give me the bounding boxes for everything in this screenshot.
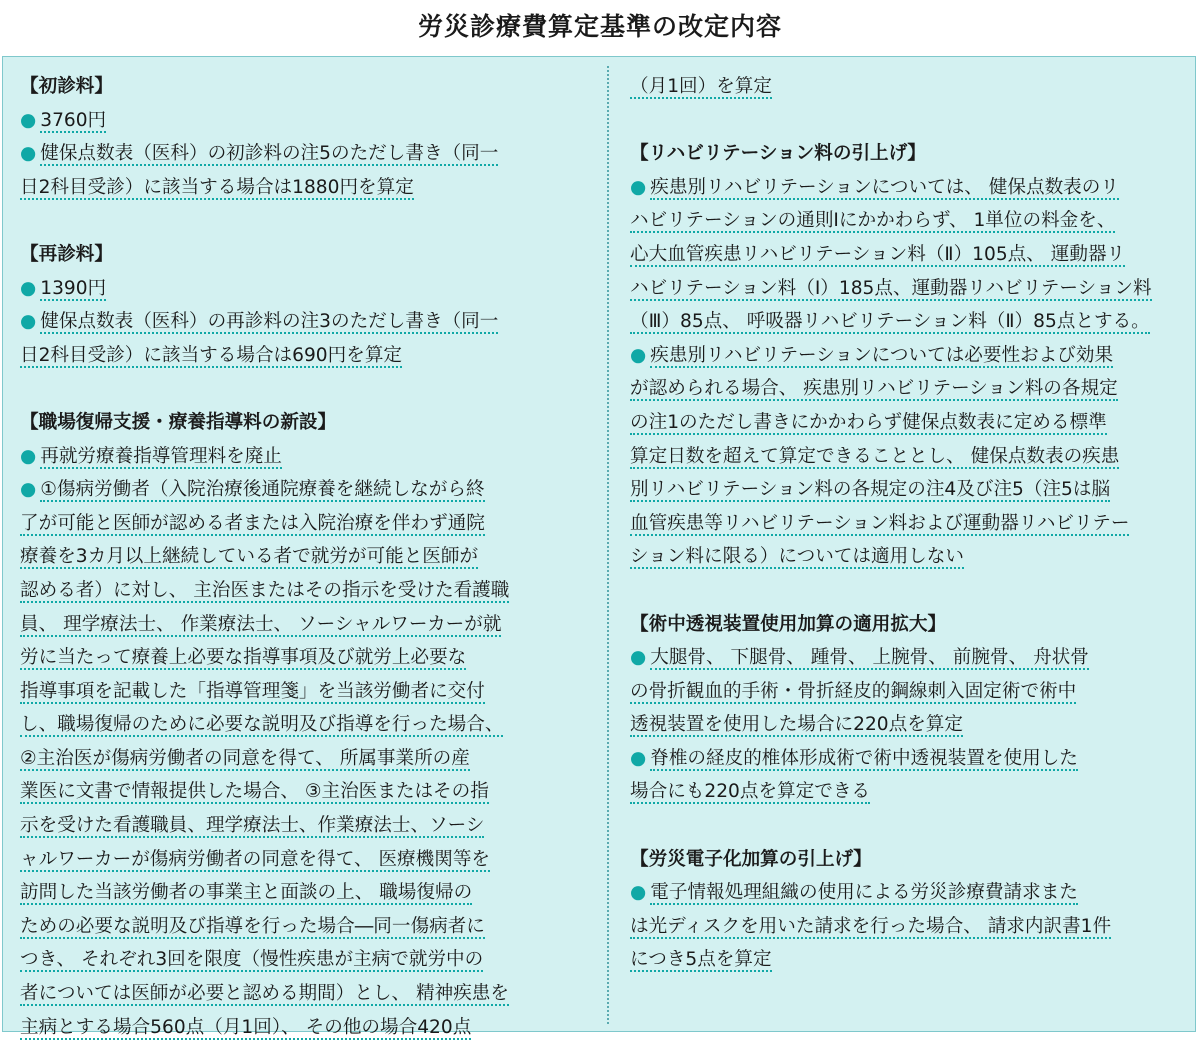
text-line — [20, 272, 588, 306]
text-line — [20, 104, 588, 138]
text-segment: 訪問した当該労働者の事業主と面談の上、 職場復帰の — [20, 882, 473, 904]
section-heading: 【リハビリテーション料の引上げ】 — [630, 143, 926, 165]
text-segment: 員、 理学療法士、 作業療法士、 ソーシャルワーカーが就 — [20, 613, 502, 635]
column-divider — [607, 66, 609, 1024]
text-line — [20, 910, 588, 944]
text-segment: 健保点数表（医科）の初診料の注5のただし書き（同一 — [40, 143, 499, 165]
text-line — [630, 305, 1186, 339]
text-segment: の骨折観血的手術・骨折経皮的鋼線刺入固定術で術中 — [630, 680, 1077, 702]
text-line — [20, 641, 588, 675]
text-line — [20, 876, 588, 910]
text-line — [630, 675, 1186, 709]
section-gap — [630, 104, 1186, 138]
text-line — [630, 540, 1186, 574]
text-line — [20, 171, 588, 205]
text-segment: 疾患別リハビリテーションについては必要性および効果 — [650, 344, 1114, 366]
text-segment: が認められる場合、 疾患別リハビリテーション料の各規定 — [630, 378, 1118, 400]
text-segment: 者については医師が必要と認める期間）とし、 精神疾患を — [20, 983, 509, 1005]
text-segment: 主病とする場合560点（月1回）、 その他の場合420点 — [20, 1016, 472, 1038]
bullet-icon: ● — [630, 747, 647, 769]
text-segment: し、職場復帰のために必要な説明及び指導を行った場合、 — [20, 714, 504, 736]
text-segment: 健保点数表（医科）の再診料の注3のただし書き（同一 — [40, 311, 499, 333]
text-segment: 療養を3カ月以上継続している者で就労が可能と医師が — [20, 546, 479, 568]
text-line — [20, 675, 588, 709]
text-segment: は光ディスクを用いた請求を行った場合、 請求内訳書1件 — [630, 915, 1112, 937]
text-segment: 疾患別リハビリテーションについては、 健保点数表のリ — [650, 176, 1119, 198]
text-segment: 再就労療養指導管理料を廃止 — [40, 445, 282, 467]
text-segment: ②主治医が傷病労働者の同意を得て、 所属事業所の産 — [20, 747, 470, 769]
bullet-icon: ● — [20, 109, 37, 131]
section-heading: 【労災電子化加算の引上げ】 — [630, 848, 872, 870]
text-line — [20, 608, 588, 642]
section-heading: 【再診料】 — [20, 243, 113, 265]
text-segment: ャルワーカーが傷病労働者の同意を得て、 医療機関等を — [20, 848, 491, 870]
left-column — [20, 70, 588, 1044]
text-line — [630, 440, 1186, 474]
text-line — [20, 540, 588, 574]
text-segment: 業医に文書で情報提供した場合、 ③主治医またはその指 — [20, 781, 489, 803]
text-line — [20, 339, 588, 373]
section-gap — [20, 372, 588, 406]
section-gap — [630, 574, 1186, 608]
text-line — [630, 171, 1186, 205]
text-segment: ための必要な説明及び指導を行った場合―同一傷病者に — [20, 915, 485, 937]
bullet-icon: ● — [20, 445, 37, 467]
text-segment: 示を受けた看護職員、理学療法士、作業療法士、ソーシ — [20, 815, 485, 837]
text-line — [20, 137, 588, 171]
text-line — [630, 507, 1186, 541]
text-segment: 大腿骨、 下腿骨、 踵骨、 上腕骨、 前腕骨、 舟状骨 — [650, 647, 1089, 669]
text-segment: 脊椎の経皮的椎体形成術で術中透視装置を使用した — [650, 747, 1078, 769]
text-segment: ション料に限る）については適用しない — [630, 546, 964, 568]
text-segment: 指導事項を記載した「指導管理箋」を当該労働者に交付 — [20, 680, 485, 702]
text-segment: 労に当たって療養上必要な指導事項及び就労上必要な — [20, 647, 467, 669]
bullet-icon: ● — [630, 882, 647, 904]
text-segment: の注1のただし書きにかかわらず健保点数表に定める標準 — [630, 411, 1107, 433]
bullet-icon: ● — [20, 311, 37, 333]
text-segment: ハビリテーションの通則Iにかかわらず、 1単位の料金を、 — [630, 210, 1116, 232]
text-line — [630, 238, 1186, 272]
text-line — [20, 809, 588, 843]
text-segment: ①傷病労働者（入院治療後通院療養を継続しながら終 — [40, 479, 485, 501]
text-segment: 1390円 — [40, 277, 107, 299]
text-line — [20, 473, 588, 507]
text-line — [630, 406, 1186, 440]
text-line — [630, 372, 1186, 406]
text-line — [630, 204, 1186, 238]
text-line — [630, 742, 1186, 776]
text-line — [20, 305, 588, 339]
bullet-icon: ● — [20, 277, 37, 299]
text-segment: 日2科目受診）に該当する場合は1880円を算定 — [20, 176, 414, 198]
text-line — [20, 507, 588, 541]
text-segment: （Ⅲ）85点、 呼吸器リハビリテーション料（Ⅱ）85点とする。 — [630, 311, 1150, 333]
text-line — [630, 876, 1186, 910]
text-line — [20, 574, 588, 608]
text-segment: ハビリテーション料（Ⅰ）185点、運動器リハビリテーション料 — [630, 277, 1152, 299]
text-line — [20, 843, 588, 877]
text-line — [20, 977, 588, 1011]
text-line — [630, 943, 1186, 977]
text-segment: 血管疾患等リハビリテーション料および運動器リハビリテー — [630, 512, 1130, 534]
text-segment: につき5点を算定 — [630, 949, 772, 971]
bullet-icon: ● — [20, 479, 37, 501]
text-line — [630, 708, 1186, 742]
text-segment: 場合にも220点を算定できる — [630, 781, 871, 803]
text-line — [20, 1011, 588, 1044]
section-heading: 【職場復帰支援・療養指導料の新設】 — [20, 411, 337, 433]
text-segment: 認める者）に対し、 主治医またはその指示を受けた看護職 — [20, 579, 510, 601]
bullet-icon: ● — [630, 647, 647, 669]
section-heading: 【初診料】 — [20, 76, 113, 97]
text-segment: 透視装置を使用した場合に220点を算定 — [630, 714, 963, 736]
text-line — [630, 775, 1186, 809]
page-title: 労災診療費算定基準の改定内容 — [417, 12, 782, 41]
right-column — [630, 70, 1186, 977]
text-segment: 了が可能と医師が認める者または入院治療を伴わず通院 — [20, 512, 485, 534]
text-segment: 3760円 — [40, 109, 107, 131]
bullet-icon: ● — [20, 143, 37, 165]
section-heading: 【術中透視装置使用加算の適用拡大】 — [630, 613, 947, 635]
text-line — [630, 473, 1186, 507]
text-segment: 電子情報処理組織の使用による労災診療費請求また — [650, 882, 1078, 904]
text-line — [20, 708, 588, 742]
text-line — [20, 943, 588, 977]
text-segment: （月1回）を算定 — [630, 76, 772, 97]
text-line — [20, 775, 588, 809]
bullet-icon: ● — [630, 176, 647, 198]
text-line — [20, 440, 588, 474]
text-segment: 心大血管疾患リハビリテーション料（Ⅱ）105点、 運動器リ — [630, 243, 1126, 265]
section-gap — [630, 809, 1186, 843]
section-gap — [20, 204, 588, 238]
text-segment: つき、 それぞれ3回を限度（慢性疾患が主病で就労中の — [20, 949, 484, 971]
text-segment: 日2科目受診）に該当する場合は690円を算定 — [20, 344, 403, 366]
text-segment: 別リハビリテーション料の各規定の注4及び注5（注5は脳 — [630, 479, 1111, 501]
text-line — [630, 910, 1186, 944]
text-line — [20, 742, 588, 776]
text-line — [630, 70, 1186, 104]
bullet-icon: ● — [630, 344, 647, 366]
text-segment: 算定日数を超えて算定できることとし、 健保点数表の疾患 — [630, 445, 1120, 467]
text-line — [630, 272, 1186, 306]
text-line — [630, 641, 1186, 675]
text-line — [630, 339, 1186, 373]
